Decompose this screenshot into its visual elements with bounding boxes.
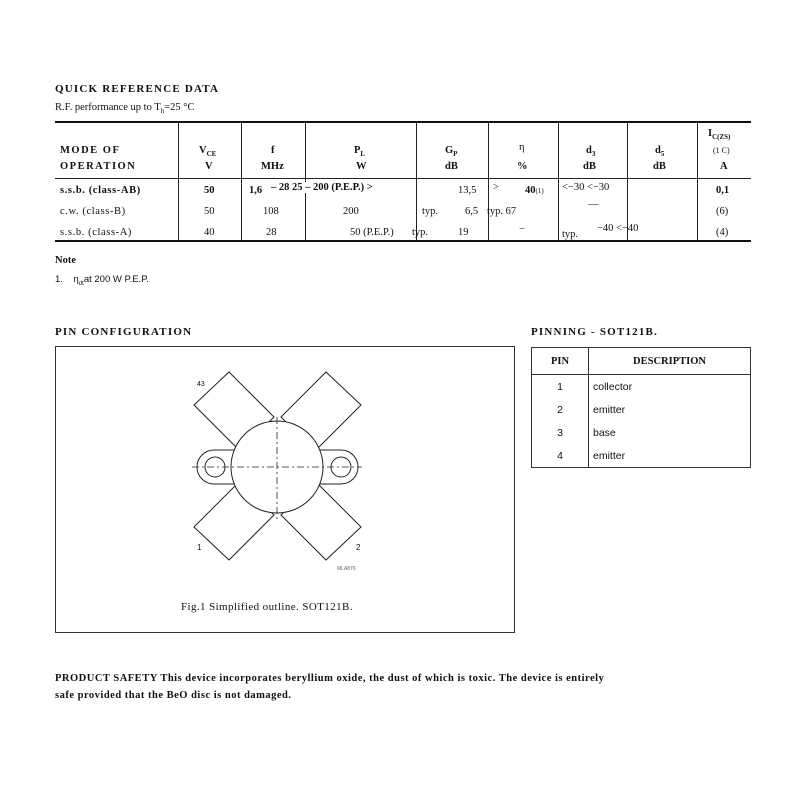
row1-gp: 13,5	[458, 185, 477, 196]
header-pl-unit: W	[356, 161, 367, 172]
row3-vce: 40	[204, 227, 215, 238]
header-gp-unit: dB	[445, 161, 458, 172]
header-d3-unit: dB	[583, 161, 596, 172]
pin-config-figure	[55, 346, 515, 633]
quick-reference-title: QUICK REFERENCE DATA	[55, 83, 220, 95]
pin-label-2: 2	[356, 543, 361, 552]
drawing-code: MLA876	[337, 566, 356, 572]
pin-number: 4	[532, 444, 589, 468]
pinning-header-pin: PIN	[532, 348, 589, 375]
row1-d3: <−30 <−30	[562, 182, 610, 193]
row2-mode: c.w. (class-B)	[60, 206, 126, 217]
row3-d3: −40 <−40	[597, 223, 639, 234]
header-d5: $d_5$	[655, 145, 665, 159]
row2-gp: 6,5	[465, 206, 479, 217]
figure-caption: Fig.1 Simplified outline. SOT121B.	[181, 601, 353, 613]
row2-d3: —	[588, 199, 599, 210]
row3-ic: (4)	[716, 227, 729, 238]
header-ic-line2: (1 C)	[713, 146, 730, 155]
header-gp: $G_P$	[445, 145, 458, 159]
pin-description: collector	[589, 375, 751, 399]
header-mode-line1: MODE OF	[60, 145, 121, 156]
row3-gp: 19	[458, 227, 469, 238]
header-eta: η	[519, 142, 525, 153]
row2-f: 108	[263, 206, 279, 217]
row1-vce: 50	[204, 185, 215, 196]
pinning-header-row	[532, 348, 751, 375]
table-row	[532, 444, 751, 468]
pin-description: base	[589, 421, 751, 444]
pin-label-1: 1	[197, 543, 202, 552]
header-vce: $V_{CE}$	[199, 145, 217, 159]
row3-d3-prefix: typ.	[562, 229, 579, 240]
row2-vce: 50	[204, 206, 215, 217]
pin-number: 2	[532, 398, 589, 421]
header-d3: $d_3$	[586, 145, 596, 159]
row2-ic: (6)	[716, 206, 729, 217]
pin-number: 1	[532, 375, 589, 399]
pin-description: emitter	[589, 398, 751, 421]
pinning-title: PINNING - SOT121B.	[531, 326, 659, 338]
header-vce-unit: V	[205, 161, 213, 172]
pin-label-43: 43	[197, 381, 205, 388]
header-pl: $P_L$	[354, 145, 366, 159]
row3-mode: s.s.b. (class-A)	[60, 227, 133, 238]
row2-gp-prefix: typ.	[422, 206, 439, 217]
row1-ic: 0,1	[716, 185, 730, 196]
header-f-unit: MHz	[261, 161, 284, 172]
row1-mode: s.s.b. (class-AB)	[60, 185, 141, 196]
row1-f: 1,6	[249, 185, 263, 196]
row3-pl-tail: typ.	[412, 227, 429, 238]
note-title: Note	[55, 255, 76, 266]
header-ic-unit: A	[720, 161, 728, 172]
pin-config-title: PIN CONFIGURATION	[55, 326, 193, 338]
pin-description: emitter	[589, 444, 751, 468]
row1-eta-prefix: >	[493, 182, 499, 193]
product-safety-line2: safe provided that the BeO disc is not damaged.	[55, 690, 292, 701]
header-ic: $I_{C(ZS)}$	[708, 128, 731, 142]
row3-eta: −	[519, 224, 525, 235]
row3-f: 28	[266, 227, 277, 238]
row2-pl: 200	[343, 206, 359, 217]
header-d5-unit: dB	[653, 161, 666, 172]
product-safety-line1: PRODUCT SAFETY This device incorporates beryllium oxide, the dust of which is toxic. The device is entirely	[55, 673, 605, 684]
quick-reference-subtitle: R.F. performance up to $T_h=25$ °C	[55, 102, 195, 116]
header-f: f	[271, 145, 275, 156]
row2-eta: typ. 67	[487, 206, 517, 217]
row1-eta: 40(1)	[525, 185, 544, 196]
header-mode-line2: OPERATION	[60, 161, 137, 172]
pin-number: 3	[532, 421, 589, 444]
table-row	[532, 421, 751, 444]
row1-pl: – 28 25 – 200 (P.E.P.) >	[271, 182, 373, 193]
pinning-header-description: DESCRIPTION	[589, 348, 751, 375]
note-item: 1. $\eta_{dt}at$ 200 W P.E.P.	[55, 274, 149, 287]
pinning-table	[531, 347, 751, 468]
table-row	[532, 398, 751, 421]
table-row	[532, 375, 751, 399]
row3-pl: 50 (P.E.P.)	[350, 227, 394, 238]
header-eta-unit: %	[517, 161, 528, 172]
sot121b-outline-drawing	[56, 347, 514, 632]
